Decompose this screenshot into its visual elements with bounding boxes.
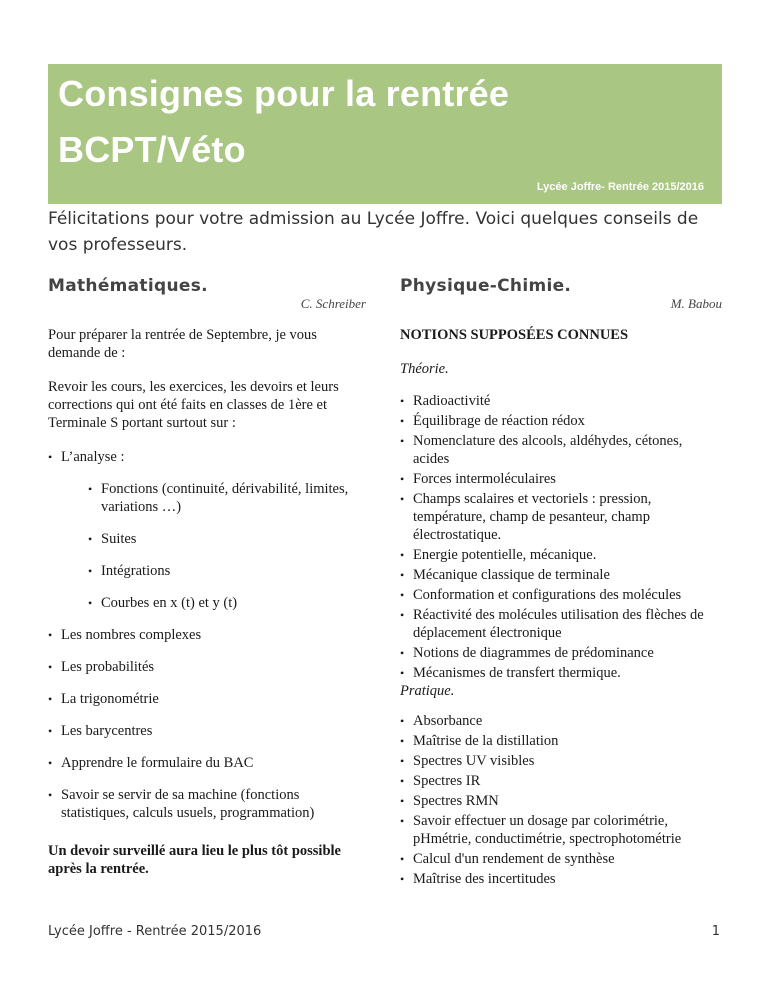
list-item: • Maîtrise des incertitudes [400, 870, 722, 888]
list-item: • Courbes en x (t) et y (t) [88, 594, 366, 612]
math-paragraph-2: Revoir les cours, les exercices, les devoirs et leurs corrections qui ont été faits en classes de 1ère et Terminale S portant surtout sur : [48, 379, 339, 431]
list-item: • Spectres IR [400, 772, 722, 790]
list-item: • Savoir effectuer un dosage par colorimétrie, pHmétrie, conductimétrie, spectrophotométrie [400, 812, 722, 848]
list-item: • Intégrations [88, 562, 366, 580]
math-note: Un devoir surveillé aura lieu le plus tôt possible après la rentrée. [48, 843, 341, 877]
list-item: • Notions de diagrammes de prédominance [400, 644, 722, 662]
physique-author: M. Babou [670, 296, 722, 311]
title-line-1: Consignes pour la rentrée [58, 73, 510, 114]
list-item: • Radioactivité [400, 392, 722, 410]
list-item: • Les barycentres [48, 722, 366, 740]
list-item: • Conformation et configurations des molécules [400, 586, 722, 604]
math-paragraph-1: Pour préparer la rentrée de Septembre, je vous demande de : [48, 327, 317, 361]
page-number: 1 [711, 924, 720, 939]
list-item: • Mécanique classique de terminale [400, 566, 722, 584]
physique-column [400, 276, 722, 890]
list-item: • Fonctions (continuité, dérivabilité, limites, variations …) [88, 480, 366, 516]
list-item: • Mécanismes de transfert thermique. [400, 664, 722, 682]
list-item: • Équilibrage de réaction rédox [400, 412, 722, 430]
physique-title: Physique-Chimie. [400, 276, 572, 296]
title-banner [48, 64, 722, 204]
math-analyse-sublist [61, 480, 366, 612]
list-item: • Nomenclature des alcools, aldéhydes, cétones, acides [400, 432, 722, 468]
title-line-2: BCPT/Véto [58, 129, 246, 170]
list-item: • Absorbance [400, 712, 722, 730]
theorie-list [400, 392, 722, 682]
list-item: • Champs scalaires et vectoriels : pression, température, champ de pesanteur, champ électrostatique. [400, 490, 722, 544]
physique-heading: NOTIONS SUPPOSÉES CONNUES [400, 327, 629, 343]
list-item: • Spectres UV visibles [400, 752, 722, 770]
math-author: C. Schreiber [300, 296, 366, 311]
math-topic-list [48, 448, 366, 822]
list-item: • Forces intermoléculaires [400, 470, 722, 488]
list-item: • La trigonométrie [48, 690, 366, 708]
list-item: • Energie potentielle, mécanique. [400, 546, 722, 564]
list-item: • Savoir se servir de sa machine (fonctions statistiques, calculs usuels, programmation) [48, 786, 366, 822]
math-column [48, 276, 366, 878]
list-item: • Calcul d'un rendement de synthèse [400, 850, 722, 868]
list-item: • Réactivité des molécules utilisation des flèches de déplacement électronique [400, 606, 722, 642]
intro-text: Félicitations pour votre admission au Lycée Joffre. Voici quelques conseils de vos professeurs. [48, 209, 699, 255]
pratique-label: Pratique. [400, 683, 455, 699]
list-item: • Les nombres complexes [48, 626, 366, 644]
list-item [48, 448, 366, 612]
math-analyse-label: L’analyse : [61, 449, 125, 465]
list-item: • Apprendre le formulaire du BAC [48, 754, 366, 772]
page-title [58, 66, 722, 178]
theorie-label: Théorie. [400, 361, 449, 377]
list-item: • Spectres RMN [400, 792, 722, 810]
list-item: • Maîtrise de la distillation [400, 732, 722, 750]
list-item: • Les probabilités [48, 658, 366, 676]
math-title: Mathématiques. [48, 276, 208, 296]
banner-subtitle: Lycée Joffre- Rentrée 2015/2016 [536, 181, 704, 193]
pratique-list [400, 712, 722, 888]
footer-text: Lycée Joffre - Rentrée 2015/2016 [48, 924, 262, 939]
list-item: • Suites [88, 530, 366, 548]
